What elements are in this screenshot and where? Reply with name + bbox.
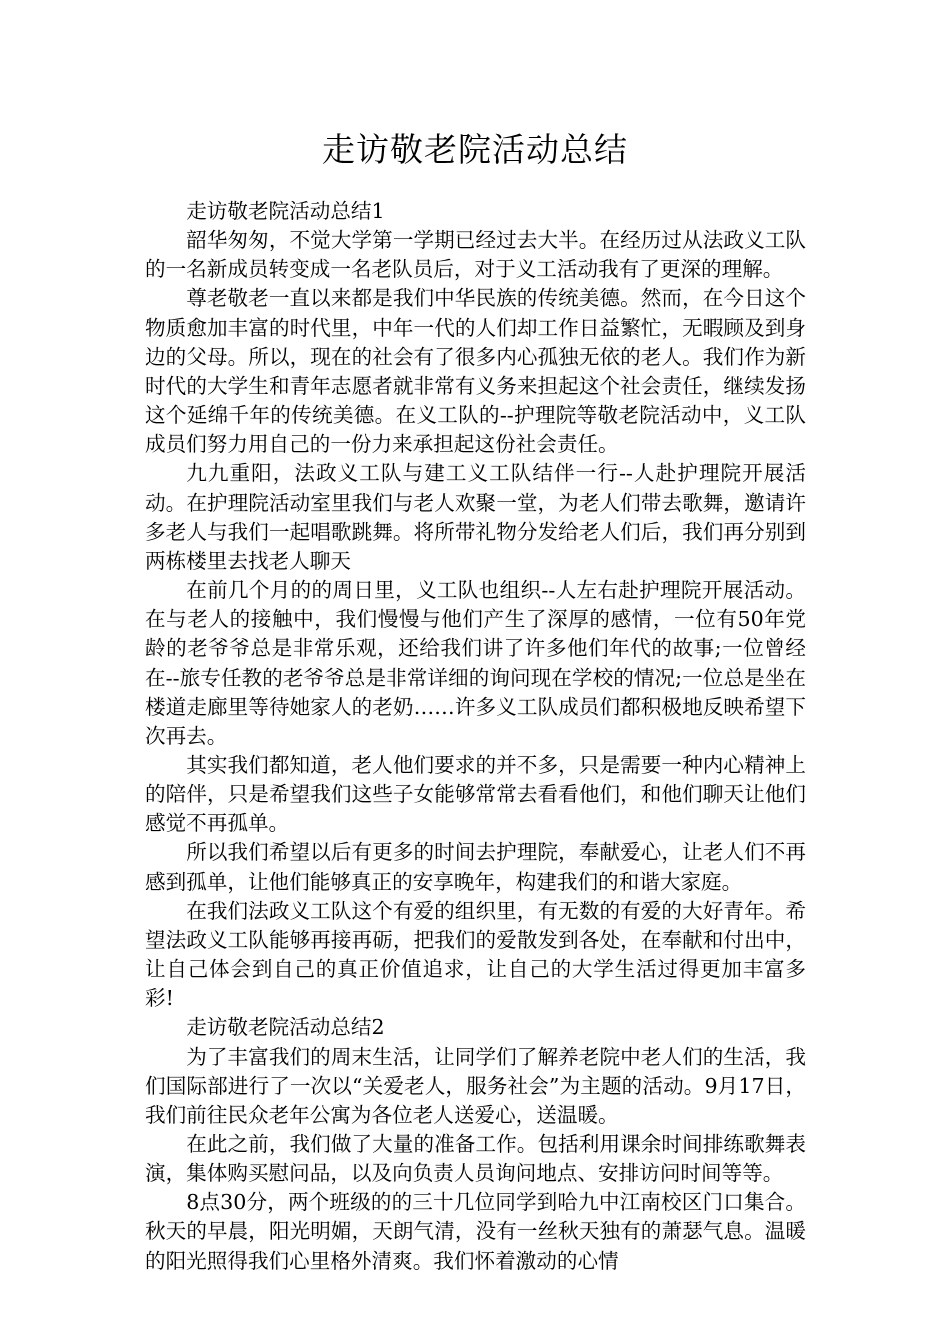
paragraph: 其实我们都知道，老人他们要求的并不多，只是需要一种内心精神上的陪伴，只是希望我们这些子女能够常常去看看他们，和他们聊天让他们感觉不再孤单。 xyxy=(145,752,806,836)
paragraph: 所以我们希望以后有更多的时间去护理院，奉献爱心，让老人们不再感到孤单，让他们能够真正的安享晚年，构建我们的和谐大家庭。 xyxy=(145,840,806,894)
paragraph: 在前几个月的的周日里，义工队也组织--人左右赴护理院开展活动。在与老人的接触中，我们慢慢与他们产生了深厚的感情，一位有50年党龄的老爷爷总是非常乐观，还给我们讲了许多他们年代的故事;一位曾经在--旅专任教的老爷爷总是非常详细的询问现在学校的情况;一位总是坐在楼道走廊里等待她家人的老奶……许多义工队成员们都积极地反映希望下次再去。 xyxy=(145,578,806,748)
paragraph: 尊老敬老一直以来都是我们中华民族的传统美德。然而，在今日这个物质愈加丰富的时代里，中年一代的人们却工作日益繁忙，无暇顾及到身边的父母。所以，现在的社会有了很多内心孤独无依的老人。我们作为新时代的大学生和青年志愿者就非常有义务来担起这个社会责任，继续发扬这个延绵千年的传统美德。在义工队的--护理院等敬老院活动中，义工队成员们努力用自己的一份力来承担起这份社会责任。 xyxy=(145,286,806,457)
paragraph: 在我们法政义工队这个有爱的组织里，有无数的有爱的大好青年。希望法政义工队能够再接再砺，把我们的爱散发到各处，在奉献和付出中，让自己体会到自己的真正价值追求，让自己的大学生活过得更加丰富多彩! xyxy=(145,898,806,1011)
paragraph: 8点30分，两个班级的的三十几位同学到哈九中江南校区门口集合。秋天的早晨，阳光明媚，天朗气清，没有一丝秋天独有的萧瑟气息。温暖的阳光照得我们心里格外清爽。我们怀着激动的心情 xyxy=(145,1190,806,1273)
section-heading: 走访敬老院活动总结1 xyxy=(186,199,385,223)
paragraph: 在此之前，我们做了大量的准备工作。包括利用课余时间排练歌舞表演，集体购买慰问品，以及向负责人员询问地点、安排访问时间等等。 xyxy=(145,1132,806,1186)
document-body xyxy=(145,197,806,1276)
section-heading: 走访敬老院活动总结2 xyxy=(186,1015,385,1040)
document-title: 走访敬老院活动总结 xyxy=(322,130,628,169)
paragraph: 韶华匆匆，不觉大学第一学期已经过去大半。在经历过从法政义工队的一名新成员转变成一名老队员后，对于义工活动我有了更深的理解。 xyxy=(145,228,806,282)
paragraph: 九九重阳，法政义工队与建工义工队结伴一行--人赴护理院开展活动。在护理院活动室里我们与老人欢聚一堂，为老人们带去歌舞，邀请许多老人与我们一起唱歌跳舞。将所带礼物分发给老人们后，我们再分别到两栋楼里去找老人聊天 xyxy=(145,461,806,573)
paragraph: 为了丰富我们的周末生活，让同学们了解养老院中老人们的生活，我们国际部进行了一次以“关爱老人，服务社会”为主题的活动。9月17日，我们前往民众老年公寓为各位老人送爱心，送温暖。 xyxy=(145,1044,806,1127)
